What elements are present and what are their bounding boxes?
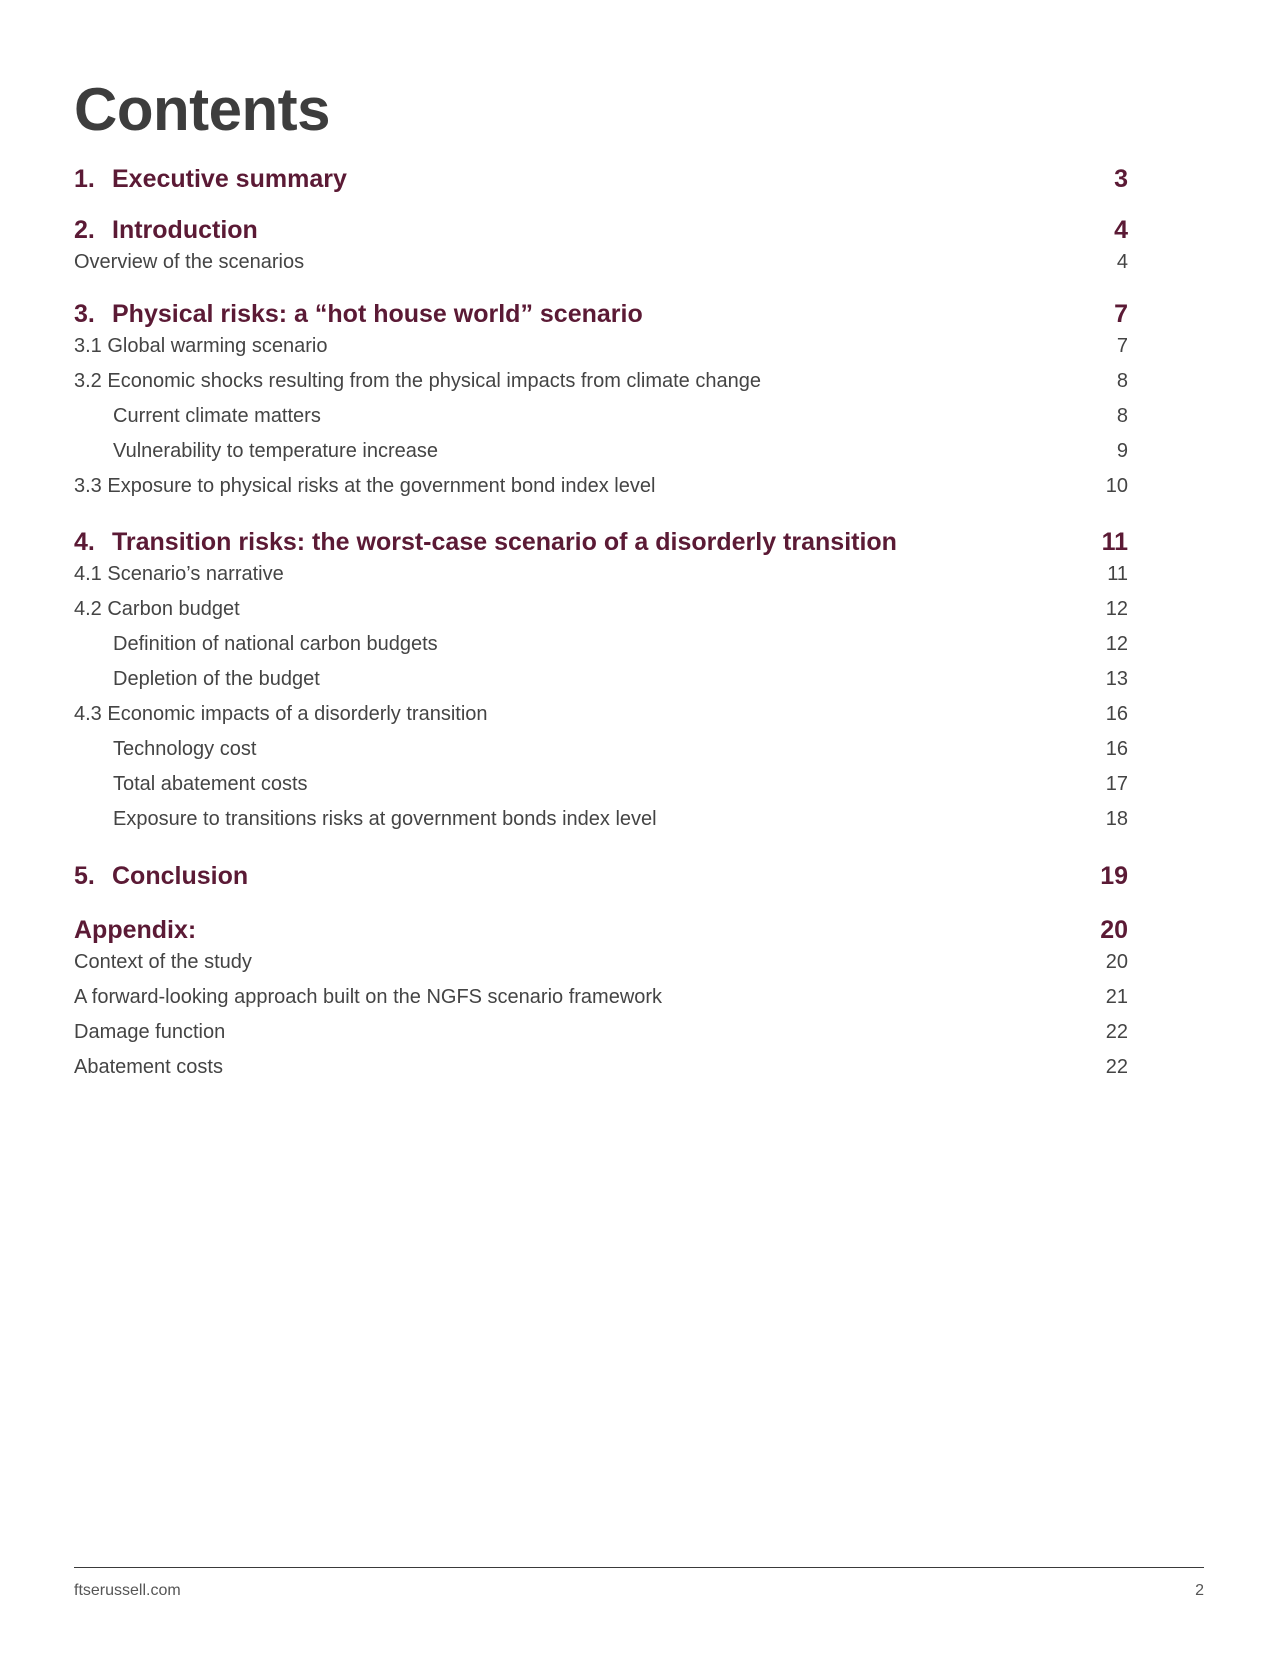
entry-title: Vulnerability to temperature increase [113, 440, 438, 462]
entry-title: 3.3 Exposure to physical risks at the government bond index level [74, 475, 656, 497]
toc-entry[interactable] [113, 771, 1128, 797]
page-title: Contents [74, 76, 330, 143]
toc-section-appendix[interactable] [74, 915, 1128, 945]
section-number: 5. [74, 862, 95, 890]
entry-title: Current climate matters [113, 405, 321, 427]
toc-entry[interactable] [113, 806, 1128, 832]
toc-entry[interactable] [113, 403, 1128, 429]
entry-title: 3.2 Economic shocks resulting from the physical impacts from climate change [74, 370, 761, 392]
page-number: 19 [1100, 862, 1128, 890]
footer-website[interactable]: ftserussell.com [74, 1582, 181, 1599]
entry-title: Exposure to transitions risks at government bonds index level [113, 808, 657, 830]
section-number: 3. [74, 300, 95, 328]
page-number: 22 [1105, 1056, 1128, 1078]
page-number: 20 [1100, 916, 1128, 944]
footer-page-number: 2 [1195, 1582, 1204, 1599]
page-number: 12 [1105, 598, 1128, 620]
entry-title: Definition of national carbon budgets [113, 633, 438, 655]
toc-entry[interactable] [74, 1019, 1128, 1045]
page-number: 4 [1114, 216, 1128, 244]
page-number: 20 [1105, 951, 1128, 973]
footer-divider [74, 1567, 1204, 1568]
toc-section-3[interactable] [74, 299, 1128, 329]
section-number: 2. [74, 216, 95, 244]
entry-title: Damage function [74, 1021, 226, 1043]
toc-entry[interactable] [74, 596, 1128, 622]
section-title: Executive summary [112, 165, 347, 193]
toc-entry[interactable] [74, 984, 1128, 1010]
page-number: 11 [1101, 528, 1128, 556]
toc-section-5[interactable] [74, 861, 1128, 891]
entry-title: 4.2 Carbon budget [74, 598, 240, 620]
page-number: 4 [1116, 251, 1128, 273]
section-title: Conclusion [112, 862, 249, 890]
toc-entry[interactable] [113, 438, 1128, 464]
section-title: Transition risks: the worst-case scenario of a disorderly transition [112, 528, 897, 556]
toc-section-1[interactable] [74, 164, 1128, 194]
toc-entry[interactable] [74, 701, 1128, 727]
page-number: 10 [1105, 475, 1128, 497]
toc-entry[interactable] [74, 249, 1128, 275]
entry-title: 3.1 Global warming scenario [74, 335, 328, 357]
toc-entry[interactable] [74, 561, 1128, 587]
page-number: 12 [1105, 633, 1128, 655]
entry-title: 4.1 Scenario’s narrative [74, 563, 284, 585]
section-number: 4. [74, 528, 95, 556]
entry-title: Depletion of the budget [113, 668, 320, 690]
entry-title: Abatement costs [74, 1056, 223, 1078]
toc-entry[interactable] [113, 631, 1128, 657]
section-number: 1. [74, 165, 95, 193]
page-number: 3 [1114, 165, 1128, 193]
toc-entry[interactable] [74, 949, 1128, 975]
section-title: Introduction [112, 216, 258, 244]
toc-section-4[interactable] [74, 527, 1128, 557]
entry-title: Technology cost [113, 738, 257, 760]
page-number: 21 [1105, 986, 1128, 1008]
page-number: 18 [1105, 808, 1128, 830]
page-number: 7 [1116, 335, 1128, 357]
entry-title: Total abatement costs [113, 773, 308, 795]
page-number: 16 [1105, 703, 1128, 725]
toc-entry[interactable] [74, 1054, 1128, 1080]
page-number: 22 [1105, 1021, 1128, 1043]
entry-title: A forward-looking approach built on the NGFS scenario framework [74, 986, 663, 1008]
toc-entry[interactable] [74, 333, 1128, 359]
section-title: Appendix: [74, 916, 197, 944]
toc-entry[interactable] [74, 473, 1128, 499]
page-number: 8 [1116, 370, 1128, 392]
toc-entry[interactable] [113, 666, 1128, 692]
toc-entry[interactable] [74, 368, 1128, 394]
page-number: 8 [1116, 405, 1128, 427]
section-title: Physical risks: a “hot house world” scenario [112, 300, 643, 328]
page-number: 13 [1105, 668, 1128, 690]
entry-title: Context of the study [74, 951, 252, 973]
page-number: 11 [1107, 563, 1128, 585]
page-number: 7 [1114, 300, 1128, 328]
toc-entry[interactable] [113, 736, 1128, 762]
entry-title: Overview of the scenarios [74, 251, 305, 273]
toc-section-2[interactable] [74, 215, 1128, 245]
page-number: 17 [1105, 773, 1128, 795]
page-number: 16 [1105, 738, 1128, 760]
entry-title: 4.3 Economic impacts of a disorderly transition [74, 703, 488, 725]
page-number: 9 [1116, 440, 1128, 462]
